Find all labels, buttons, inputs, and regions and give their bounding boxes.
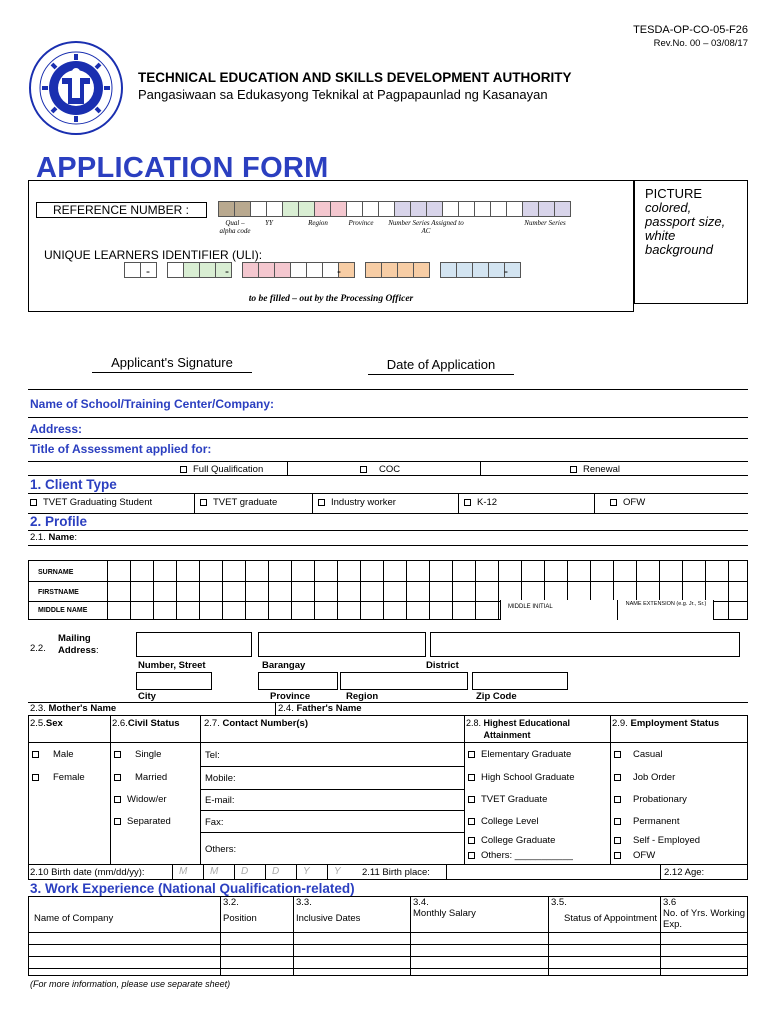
option-full-qualification[interactable]: Full Qualification <box>180 464 263 475</box>
surname-label: SURNAME <box>38 569 74 576</box>
reference-cell[interactable] <box>442 201 459 217</box>
emp-ofw[interactable]: OFW <box>614 850 655 861</box>
doc-code: TESDA-OP-CO-05-F26 <box>633 24 748 36</box>
checkbox-icon[interactable] <box>114 796 121 803</box>
contact-email[interactable]: E-mail: <box>205 795 235 806</box>
work-col-header: Inclusive Dates <box>296 913 361 924</box>
uli-cell[interactable] <box>290 262 307 278</box>
birthplace-label[interactable]: 2.11 Birth place: <box>362 867 430 878</box>
civil-separated[interactable]: Separated <box>114 816 171 827</box>
checkbox-icon[interactable] <box>468 818 475 825</box>
middle-initial-label: MIDDLE INITIAL <box>508 604 553 610</box>
civil-widow[interactable]: Widow/er <box>114 794 167 805</box>
reference-cell[interactable] <box>266 201 283 217</box>
reference-number-cells <box>218 201 570 217</box>
uli-dash: - <box>337 264 341 278</box>
tesda-logo <box>28 40 124 136</box>
province-field[interactable] <box>258 672 338 690</box>
district-label: District <box>426 660 459 671</box>
region-label: Region <box>346 691 379 702</box>
ref-caption-yy: YY <box>265 219 273 227</box>
street-field[interactable] <box>136 632 252 657</box>
uli-cell[interactable] <box>124 262 141 278</box>
client-type-title: 1. Client Type <box>30 477 117 492</box>
uli-cell[interactable] <box>167 262 184 278</box>
name-label: 2.1. Name: <box>30 532 78 543</box>
reference-cell[interactable] <box>346 201 363 217</box>
uli-cell[interactable] <box>258 262 275 278</box>
checkbox-icon[interactable] <box>32 751 39 758</box>
civil-married[interactable]: Married <box>114 772 167 783</box>
uli-label: UNIQUE LEARNERS IDENTIFIER (ULI): <box>44 248 263 262</box>
ref-caption-series-ac: Number Series Assigned to AC <box>388 219 464 235</box>
uli-cell[interactable] <box>242 262 259 278</box>
birthdate-cell[interactable]: M <box>203 864 234 880</box>
number-street-label: Number, Street <box>138 660 206 671</box>
work-col-header: Name of Company <box>34 913 114 924</box>
processing-officer-note: to be filled – out by the Processing Officer <box>248 294 414 304</box>
checkbox-icon[interactable] <box>614 796 621 803</box>
applicant-signature-line[interactable]: Applicant's Signature <box>92 355 252 373</box>
firstname-label: FIRSTNAME <box>38 589 79 596</box>
work-col-header: Monthly Salary <box>413 908 476 919</box>
district-field[interactable] <box>430 632 740 657</box>
checkbox-icon[interactable] <box>610 499 617 506</box>
uli-cell[interactable] <box>456 262 473 278</box>
uli-cell[interactable] <box>472 262 489 278</box>
checkbox-icon[interactable] <box>468 751 475 758</box>
contact-others[interactable]: Others: <box>205 844 237 855</box>
org-name: TECHNICAL EDUCATION AND SKILLS DEVELOPMENT AUTHORITY <box>138 70 572 85</box>
emp-job-order[interactable]: Job Order <box>614 772 675 783</box>
city-field[interactable] <box>136 672 212 690</box>
birthdate-cell[interactable]: Y <box>327 864 358 880</box>
checkbox-icon[interactable] <box>200 499 207 506</box>
work-col-num: 3.4. <box>413 897 429 908</box>
work-col-header: Status of Appointment <box>564 913 657 924</box>
barangay-field[interactable] <box>258 632 426 657</box>
reference-cell[interactable] <box>410 201 427 217</box>
checkbox-icon[interactable] <box>614 774 621 781</box>
reference-cell[interactable] <box>330 201 347 217</box>
address-label: Address: <box>30 422 83 436</box>
checkbox-icon[interactable] <box>468 796 475 803</box>
checkbox-icon[interactable] <box>114 751 121 758</box>
checkbox-icon[interactable] <box>180 466 187 473</box>
reference-cell[interactable] <box>426 201 443 217</box>
picture-title: PICTURE <box>645 186 703 201</box>
assessment-title-label: Title of Assessment applied for: <box>30 442 212 456</box>
reference-cell[interactable] <box>490 201 507 217</box>
client-tvet-graduating[interactable]: TVET Graduating Student <box>30 497 152 508</box>
edu-college-graduate[interactable]: College Graduate <box>468 835 555 846</box>
checkbox-icon[interactable] <box>114 818 121 825</box>
reference-cell[interactable] <box>378 201 395 217</box>
reference-cell[interactable] <box>394 201 411 217</box>
work-table <box>28 896 748 976</box>
picture-box <box>634 180 748 304</box>
date-of-application-line[interactable]: Date of Application <box>368 357 514 375</box>
reference-cell[interactable] <box>250 201 267 217</box>
client-industry-worker[interactable]: Industry worker <box>318 497 396 508</box>
checkbox-icon[interactable] <box>468 837 475 844</box>
uli-cell[interactable] <box>381 262 398 278</box>
reference-cell[interactable] <box>362 201 379 217</box>
reference-cell[interactable] <box>474 201 491 217</box>
birthdate-cell[interactable]: M <box>172 864 203 880</box>
uli-cell[interactable] <box>365 262 382 278</box>
uli-dash: - <box>225 264 229 278</box>
reference-cell[interactable] <box>218 201 235 217</box>
checkbox-icon[interactable] <box>614 818 621 825</box>
uli-cell[interactable] <box>183 262 200 278</box>
client-tvet-graduate[interactable]: TVET graduate <box>200 497 277 508</box>
uli-cell[interactable] <box>274 262 291 278</box>
uli-cell[interactable] <box>413 262 430 278</box>
civil-status-header: 2.6.Civil Status <box>112 718 180 729</box>
footnote: (For more information, please use separate sheet) <box>30 979 231 989</box>
checkbox-icon[interactable] <box>360 466 367 473</box>
checkbox-icon[interactable] <box>318 499 325 506</box>
contact-tel[interactable]: Tel: <box>205 750 220 761</box>
document-code <box>633 24 748 50</box>
ref-caption-province: Province <box>348 219 374 227</box>
picture-description: colored, passport size, white background <box>645 200 726 257</box>
uli-cell[interactable] <box>199 262 216 278</box>
uli-cell[interactable] <box>397 262 414 278</box>
school-name-label: Name of School/Training Center/Company: <box>30 397 275 411</box>
birthdate-label: 2.10 Birth date (mm/dd/yy): <box>30 867 145 878</box>
client-k12[interactable]: K-12 <box>464 497 497 508</box>
checkbox-icon[interactable] <box>30 499 37 506</box>
ref-caption-qual: Qual – alpha code <box>219 219 251 235</box>
checkbox-icon[interactable] <box>114 774 121 781</box>
uli-cells <box>124 262 520 278</box>
work-col-num: 3.5. <box>551 897 567 908</box>
uli-cell[interactable] <box>440 262 457 278</box>
reference-cell[interactable] <box>298 201 315 217</box>
reference-cell[interactable] <box>282 201 299 217</box>
zip-field[interactable] <box>472 672 568 690</box>
birthdate-cells[interactable] <box>172 864 358 880</box>
reference-cell[interactable] <box>458 201 475 217</box>
province-label: Province <box>270 691 311 702</box>
contact-fax[interactable]: Fax: <box>205 817 224 828</box>
ref-caption-region: Region <box>308 219 328 227</box>
reference-number-label: REFERENCE NUMBER : <box>36 202 207 218</box>
edu-elementary[interactable]: Elementary Graduate <box>468 749 571 760</box>
checkbox-icon[interactable] <box>464 499 471 506</box>
employment-header: 2.9. Employment Status <box>612 718 720 729</box>
checkbox-icon[interactable] <box>614 751 621 758</box>
sex-header: 2.5.Sex <box>30 718 63 729</box>
uli-dash: - <box>504 264 508 278</box>
contact-header: 2.7. Contact Number(s) <box>204 718 309 729</box>
work-col-num: 3.2. <box>223 897 239 908</box>
ref-caption-series: Number Series <box>524 219 566 227</box>
birthdate-cell[interactable]: D <box>265 864 296 880</box>
form-title: APPLICATION FORM <box>36 152 329 184</box>
reference-cell[interactable] <box>314 201 331 217</box>
profile-title: 2. Profile <box>30 514 88 529</box>
checkbox-icon[interactable] <box>614 852 621 859</box>
uli-dash: - <box>146 264 150 278</box>
work-col-header: No. of Yrs. Working Exp. <box>663 908 746 930</box>
zip-label: Zip Code <box>476 691 517 702</box>
edu-college-level[interactable]: College Level <box>468 816 539 827</box>
reference-cell[interactable] <box>506 201 523 217</box>
work-col-num: 3.6 <box>663 897 677 908</box>
edu-high-school[interactable]: High School Graduate <box>468 772 574 783</box>
birthdate-cell[interactable]: D <box>234 864 265 880</box>
checkbox-icon[interactable] <box>468 852 475 859</box>
revision-number: Rev.No. 00 – 03/08/17 <box>653 38 748 49</box>
sex-female[interactable]: Female <box>32 772 85 783</box>
reference-box <box>28 180 634 312</box>
uli-cell[interactable] <box>306 262 323 278</box>
option-renewal[interactable]: Renewal <box>570 464 620 475</box>
education-header: 2.8. Highest Educational Attainment <box>466 718 571 740</box>
mailing-address-label: Mailing Address: <box>58 633 99 656</box>
reference-cell[interactable] <box>234 201 251 217</box>
checkbox-icon[interactable] <box>468 774 475 781</box>
mailing-address-num: 2.2. <box>30 643 46 654</box>
name-extension-label: NAME EXTENSION (e.g. Jr., Sr.) <box>625 601 707 607</box>
checkbox-icon[interactable] <box>570 466 577 473</box>
birthdate-cell[interactable]: Y <box>296 864 327 880</box>
work-experience-title: 3. Work Experience (National Qualification-related) <box>30 881 355 896</box>
emp-self-employed[interactable]: Self - Employed <box>614 835 700 846</box>
mother-name-label[interactable]: 2.3. Mother's Name <box>30 703 117 714</box>
contact-mobile[interactable]: Mobile: <box>205 773 236 784</box>
barangay-label: Barangay <box>262 660 306 671</box>
father-name-label[interactable]: 2.4. Father's Name <box>278 703 362 714</box>
edu-tvet[interactable]: TVET Graduate <box>468 794 547 805</box>
org-name-tagalog: Pangasiwaan sa Edukasyong Teknikal at Pagpapaunlad ng Kasanayan <box>138 87 548 102</box>
emp-casual[interactable]: Casual <box>614 749 663 760</box>
reference-cell[interactable] <box>538 201 555 217</box>
work-col-num: 3.3. <box>296 897 312 908</box>
emp-permanent[interactable]: Permanent <box>614 816 679 827</box>
reference-cell[interactable] <box>554 201 571 217</box>
checkbox-icon[interactable] <box>32 774 39 781</box>
reference-cell[interactable] <box>522 201 539 217</box>
city-label: City <box>138 691 156 702</box>
checkbox-icon[interactable] <box>614 837 621 844</box>
civil-single[interactable]: Single <box>114 749 161 760</box>
edu-others[interactable]: Others: ___________ <box>468 850 573 861</box>
middle-initial-box[interactable] <box>500 600 618 620</box>
emp-probationary[interactable]: Probationary <box>614 794 687 805</box>
work-col-header: Position <box>223 913 257 924</box>
client-ofw[interactable]: OFW <box>610 497 645 508</box>
option-coc[interactable]: COC <box>360 464 400 475</box>
age-label[interactable]: 2.12 Age: <box>664 867 705 878</box>
middlename-label: MIDDLE NAME <box>38 607 88 614</box>
sex-male[interactable]: Male <box>32 749 74 760</box>
region-field[interactable] <box>340 672 468 690</box>
